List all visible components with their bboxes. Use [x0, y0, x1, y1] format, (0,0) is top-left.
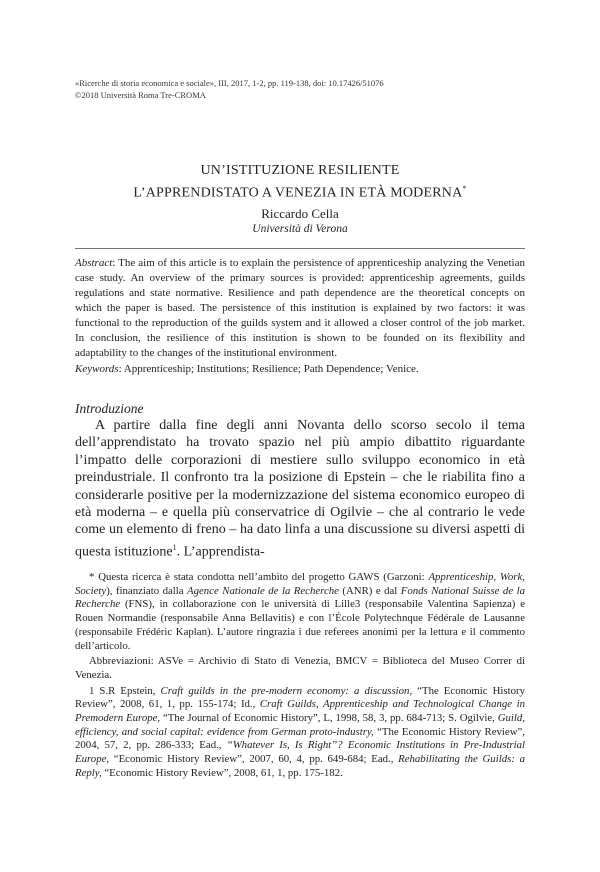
footnote-1 — [75, 685, 525, 781]
copyright-line: ©2018 Università Roma Tre-CROMA — [75, 89, 206, 100]
fn-star-text-1: * Questa ricerca è stata condotta nell’ambito del progetto GAWS (Garzoni: — [89, 571, 429, 583]
body-paragraph — [75, 417, 525, 561]
abstract-text: : The aim of this article is to explain the persistence of apprenticeship analyzing the Venetian case study. An overview of the primary sources is provided: apprenticeship agreements, guilds regulations and state normative. Resilience and path dependence are the theoretical concepts on which the paper is based. The persistence of this institution is explained by two factors: it was functional to the reproduction of the guilds system and it allowed a closer control of the job market. In conclusion, the resilience of this institution is shown to be founded on its flexibility and adaptability to the changes of the institutional environment. — [75, 257, 525, 359]
author-affiliation: Università di Verona — [252, 222, 348, 235]
footnote-abbreviations: Abbreviazioni: ASVe = Archivio di Stato di Venezia, BMCV = Biblioteca del Museo Correr di Venezia. — [75, 655, 525, 681]
title-line-2 — [75, 180, 525, 203]
title-divider — [75, 248, 525, 249]
abstract-label: Abstract — [75, 257, 113, 269]
abstract-block — [75, 256, 525, 377]
fn1-text-2: “The Economic History Review”, 2008, 61, 1, pp. 155-174; Id., — [75, 684, 525, 711]
running-head — [75, 78, 535, 101]
title-block — [75, 162, 525, 237]
footnote-star — [75, 571, 525, 653]
keywords-label: Keywords — [75, 363, 119, 375]
fn-star-italic-2: Agence Nationale de la Recherche — [187, 584, 339, 597]
fn1-italic-3: Guild, efficiency, and social capital: evidence from German proto-industry, — [75, 712, 525, 738]
fn1-italic-4: “Whatever Is, Is Right”? Economic Institutions in Pre-Industrial Europe, — [75, 739, 525, 766]
fn1-text-5: “Economic History Review”, 2007, 60, 4, pp. 649-684; Ead., — [109, 753, 399, 766]
fn1-italic-2: Craft Guilds, Apprenticeship and Technological Change in Premodern Europe, — [75, 698, 525, 725]
body-text — [75, 417, 525, 561]
body-paragraph-text: A partire dalla fine degli anni Novanta dello scorso secolo il tema dell’apprendistato ha trovato spazio nel più ampio dibattito riguardante l’impatto delle corporazioni di mestiere sullo sviluppo economico in età preindustriale. Il confronto tra la posizione di Epstein – che le riabilita fino a considerarle positive per la modernizzazione del sistema economico europeo di età moderna – e quella più conservatrice di Ogilvie – che al contrario le vede come un elemento di freno – ha dato linfa a una discussione su diversi aspetti di questa istituzione — [75, 418, 525, 560]
fn-star-text-3: (ANR) e dal — [338, 584, 401, 597]
title-line-2-text: L’APPRENDISTATO A VENEZIA IN ETÀ MODERNA — [133, 185, 463, 201]
fn-star-italic-3: Fonds National Suisse de la Recherche — [75, 584, 525, 611]
fn-star-text-4: (FNS), in collaborazione con le università di Lille3 (responsabile Valentina Sapienza) e Rouen Normandie (responsabile Anna Bellavitis) e con l’École Polytechnque Fédérale de Lausanne (responsabile Frédéric Kaplan). L’autore ringrazia i due referees anonimi per la lettura e il commento dell’articolo. — [75, 598, 525, 652]
title-line-1: UN’ISTITUZIONE RESILIENTE — [200, 163, 400, 178]
section-heading: Introduzione — [75, 401, 144, 416]
fn-star-italic-1: Apprenticeship, Work, Society — [75, 571, 525, 597]
keywords-text: : Apprenticeship; Institutions; Resilience; Path Dependence; Venice. — [118, 363, 419, 375]
fn-star-text-2: ), finanziato dalla — [106, 584, 188, 597]
abstract — [75, 256, 525, 361]
body-paragraph-tail: . L’apprendista- — [176, 544, 265, 560]
title-footnote-mark: * — [462, 184, 467, 193]
fn1-text-4: “The Economic History Review”, 2004, 57, 2, pp. 286-333; Ead., — [75, 725, 525, 752]
author-name: Riccardo Cella — [261, 205, 339, 221]
footnotes — [75, 571, 525, 783]
fn1-italic-1: Craft guilds in the pre-modern economy: a discussion, — [160, 684, 413, 697]
fn1-text-1: 1 S.R Epstein, — [89, 684, 161, 697]
fn1-text-3: “The Journal of Economic History”, L, 1998, 58, 3, pp. 684-713; S. Ogilvie, — [160, 712, 498, 725]
footnote-ref-1: 1 — [172, 542, 177, 552]
keywords — [75, 362, 525, 377]
journal-citation: «Ricerche di storia economica e sociale», III, 2017, 1-2, pp. 119-138, doi: 10.17426/51076 — [75, 78, 384, 88]
fn1-italic-5: Rehabilitating the Guilds: a Reply, — [75, 753, 525, 779]
fn1-text-6: “Economic History Review”, 2008, 61, 1, pp. 175-182. — [101, 766, 343, 779]
